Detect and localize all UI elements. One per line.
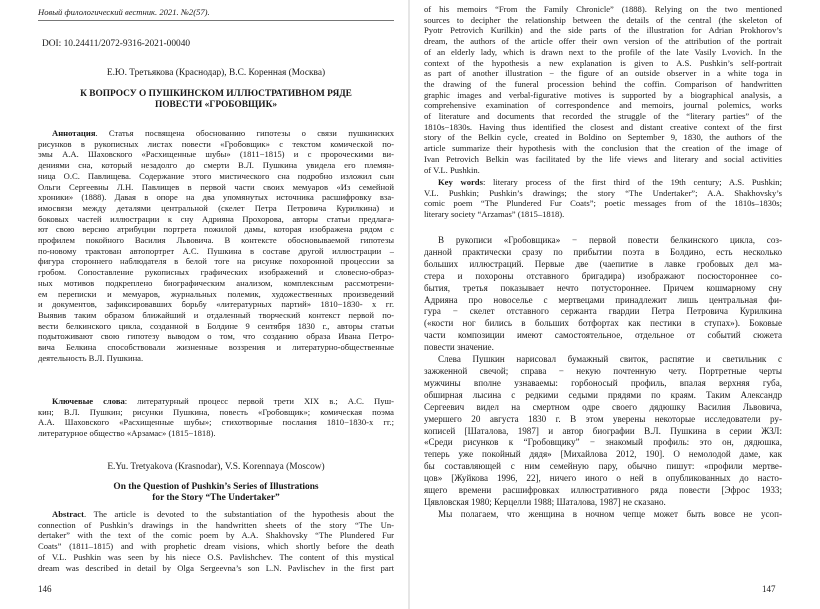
title-en xyxy=(38,482,394,504)
abstract-en-line: the drawing of the funeral procession behind the coffin. Comparison of handwritten xyxy=(424,78,782,89)
abstract-ru-line: ных мотивов подкреплено биографическим анализом, комплексным рассмотрени- xyxy=(38,277,394,288)
abstract-en-line: graphic images and verbal-figurative motives is supported by a biographical analysis, a xyxy=(424,89,782,100)
abstract-ru-line: Ольги Сергеевны Л.Н. Павлищев в первой части своих мемуаров «Из семейной xyxy=(38,181,394,192)
body-line: части композиции имеют самостоятельное, отдельное от событий сюжета xyxy=(424,330,782,341)
keywords-ru xyxy=(38,396,394,439)
keywords-ru-line: Ключевые слова: литературный процесс первой трети XIX в.; А.С. Пуш- xyxy=(52,396,394,406)
abstract-en-line: of literature and documents that recorded the struggle of the “literary parties” of the xyxy=(424,111,782,122)
abstract-ru-line: деятельность В.Л. Пушкина. xyxy=(38,352,144,363)
abstract-ru-label: Аннотация xyxy=(52,128,96,138)
abstract-ru-line: вести белкинского цикла, созданной в Болдине 9 сентября 1830 г., авторы статьи xyxy=(38,320,394,331)
abstract-ru-line: боковых частей иллюстрации к сну Адрияна Прохорова, авторы статьи предлага- xyxy=(38,213,394,224)
abstract-ru-line: по-новому трактован автопортрет А.С. Пушкина в составе другой иллюстрации – xyxy=(38,245,394,256)
abstract-en-line: of his memoirs “From the Family Chronicle” (1888). Relying on the two mentioned xyxy=(424,4,782,14)
abstract-ru-line: Аннотация. Статья посвящена обоснованию гипотезы о связи пушкинских xyxy=(52,128,394,138)
left-page xyxy=(0,0,408,609)
doi: DOI: 10.24411/2072-9316-2021-00040 xyxy=(42,39,191,49)
right-page xyxy=(410,0,820,609)
abstract-ru-line: и документов, зафиксировавших борьбу «литературных партий» 1810−1830- х гг. xyxy=(38,299,394,310)
abstract-ru-line: рисунков в рукописных листах повести «Гробовщик» с текстом комической по- xyxy=(38,138,394,149)
keywords-ru-line: А.А. Шаховского «Расхищенные шубы»; стихотворные послания 1810−1830-х гг.; xyxy=(38,417,394,428)
authors-en: E.Yu. Tretyakova (Krasnodar), V.S. Korennaya (Moscow) xyxy=(107,462,325,472)
abstract-en-line: dertaker” with the text of the comic poem by A.A. Shakhovsky “The Plundered Fur xyxy=(38,530,394,541)
abstract-ru-line: ют свою версию атрибуции портрета пожилой дамы, которая изображена рядом с xyxy=(38,224,394,235)
title-en-line: On the Question of Pushkin’s Series of Illustrations xyxy=(113,482,319,492)
keywords-en-line: comic poem “The Plundered Fur Coats”; poetic messages from of the 1810s–1830s; xyxy=(424,198,782,209)
journal-header: Новый филологический вестник. 2021. №2(57). xyxy=(38,7,210,17)
abstract-ru-line: вича Белкина способствовали жизненные воззрения и литературно-общественные xyxy=(38,342,394,353)
body-line: кописей [Шаталова, 1987] и автор биографии В.Л. Пушкина в серии ЖЗЛ: xyxy=(424,425,782,436)
body-line: («кости ног бились в больших ботфортах как пестики в ступах»). Боковые xyxy=(424,318,782,329)
page-number-left: 146 xyxy=(38,584,52,594)
body-line: Цявловская 1980; Керцелли 1988; Шаталова, 1987] не сказано. xyxy=(424,496,666,507)
body-line: ящего времени расшифровках иллюстративного ряда повести [Эфрос 1933; xyxy=(424,485,782,496)
body-line: Мы полагаем, что женщина в ночном чепце может быть вовсе не усоп- xyxy=(438,508,782,519)
abstract-en-line: Abstract. The article is devoted to the substantiation of the hypothesis about the xyxy=(52,509,394,519)
abstract-en-label: Abstract xyxy=(52,509,84,519)
keywords-en-line: Key words: literary process of the first third of the 19th century; A.S. Pushkin; xyxy=(438,177,782,187)
page-number-right: 147 xyxy=(762,584,776,594)
body-line: цов» [Жуйкова 1996, 22], ничего иного о ней в опубликованных до насто- xyxy=(424,473,782,484)
abstract-en-line: of V.L. Pushkin was seen by his niece O.S. Pavlishchev. The content of this mystical xyxy=(38,551,394,562)
body-line: обширная лысина с редкими седыми прядями по краям. Таким Александр xyxy=(424,389,782,400)
body-line: данной практически сразу по прибытии поэта в Болдино, есть несколько xyxy=(424,246,782,257)
abstract-ru-line: Выявив таким образом ближайший и отдаленный творческий контекст первой по- xyxy=(38,309,394,320)
abstract-en-line: article summarize their hypothesis with the conclusion that the creation of the image of xyxy=(424,143,782,154)
header-rule xyxy=(38,20,394,21)
abstract-en-line: of an elderly lady, which is drawn next to the profile of the late Vasily Lvovich. In the xyxy=(424,46,782,57)
body-line: Адрияна про новоселье с мертвецами принадлежит лишь центральная фи- xyxy=(424,294,782,305)
abstract-en-continued xyxy=(424,4,782,175)
body-line: бы составляющей с ним семейную пару, обычно пишут: «профили мертве- xyxy=(424,461,782,472)
abstract-ru-line: гробом. Сопоставление рукописных графических изображений и словесно-образ- xyxy=(38,267,394,278)
abstract-ru-line: дениями сна, который незадолго до смерти В.Л. Пушкина увидела его племян- xyxy=(38,160,394,171)
body-line: Слева Пушкин нарисовал бумажный свиток, распятие и светильник с xyxy=(438,354,782,365)
article-body xyxy=(424,235,782,521)
abstract-en xyxy=(38,509,394,573)
abstract-ru xyxy=(38,128,394,363)
abstract-en-line: Coats” (1811–1815) and with prophetic dream visions, which shortly before the death xyxy=(38,541,394,552)
keywords-ru-line: кин; В.Л. Пушкин; рисунки Пушкина, повесть «Гробовщик»; комическая поэма xyxy=(38,406,394,417)
body-line: стера и похороны отставного бригадира) изображают посюстороннее со- xyxy=(424,270,782,281)
keywords-ru-label: Ключевые слова xyxy=(52,396,125,406)
abstract-en-line: 1810s−1830s. Having thus identified the closest and distant creative context of the first xyxy=(424,121,782,132)
keywords-en-line: V.L. Pushkin; Pushkin’s drawings; the story “The Undertaker”; A.A. Shakhovsky’s xyxy=(424,187,782,198)
body-line: умершего 20 августа 1830 г. В этом уверены некоторые исследователи ру- xyxy=(424,413,782,424)
abstract-en-line: dream was described in detail by Olga Sergeevna’s son L.N. Pavlischev in the first part xyxy=(38,562,394,573)
abstract-ru-line: имосвязи между деталями центральной (скелет Петра Петровича Курилкина) и xyxy=(38,202,394,213)
abstract-en-line: dream, the authors of the article offer their own version of the attribution of the portrait xyxy=(424,36,782,47)
body-line: мужчины вполне узнаваемы: горбоносый профиль, впалая верхняя губа, xyxy=(424,377,782,388)
title-ru xyxy=(38,89,394,111)
abstract-en-line: connection of Pushkin’s drawings in the handwritten sheets of the story “The Un- xyxy=(38,519,394,530)
keywords-ru-line: литературное общество «Арзамас» (1815−1818). xyxy=(38,428,216,439)
title-ru-line: ПОВЕСТИ «ГРОБОВЩИК» xyxy=(154,100,278,110)
abstract-en-line: comprehensive examination of correspondence and memoirs, journal polemics, works xyxy=(424,100,782,111)
abstract-ru-line: фигура стороннего наблюдателя в белой тоге на рисунке похоронной процессии за xyxy=(38,256,394,267)
body-line: В рукописи «Гробовщика» − первой повести белкинского цикла, соз- xyxy=(438,235,782,245)
body-line: гура − скелет отставного сержанта гвардии Петра Петровича Курилкина xyxy=(424,306,782,317)
body-line: повести значение. xyxy=(424,342,494,353)
authors-ru: Е.Ю. Третьякова (Краснодар), В.С. Коренная (Москва) xyxy=(106,68,326,78)
body-line: Сергеевич видел на смертном одре своего дядюшку Василия Львовича, xyxy=(424,401,782,412)
body-line: теперь уже покойный дядя» [Михайлова 2012, 190]. О немолодой даме, как xyxy=(424,449,782,460)
body-line: «Среди рисунков к “Гробовщику” − знакомый профиль: это он, дядюшка, xyxy=(424,437,782,448)
abstract-ru-line: хроники» (1888). Давая в опоре на два упомянутых источника расшифровку взa- xyxy=(38,192,394,203)
body-line: больших иллюстраций. Первые две (чаепитие в лавке гробовых дел ма- xyxy=(424,258,782,269)
abstract-ru-line: профилем покойного Василия Львовича. В контексте обосновываемой гипотезы xyxy=(38,235,394,246)
abstract-ru-line: ница О.С. Павлищева. Содержание этого мистического сна подробно изложил сын xyxy=(38,170,394,181)
abstract-en-line: Pyotr Petrovich Kurilkin) and the side parts of the illustration for Adrian Prokhorov’s xyxy=(424,25,782,36)
keywords-en-label: Key words xyxy=(438,177,483,187)
abstract-ru-line: ем переписки и мемуаров, журнальных полемик, художественных произведений xyxy=(38,288,394,299)
keywords-en-line: literary society “Arzamas” (1815–1818). xyxy=(424,209,565,220)
title-ru-line: К ВОПРОСУ О ПУШКИНСКОМ ИЛЛЮСТРАТИВНОМ РЯДЕ xyxy=(80,89,352,99)
body-line: зажженной свечой; справа − некую почтенную чету. Портретные черты xyxy=(424,365,782,376)
abstract-en-line: context of the hypothesis a new explanation is given to A.S. Pushkin’s self-portrait xyxy=(424,57,782,68)
abstract-en-line: as part of another illustration − the figure of an outside observer in a white toga in xyxy=(424,68,782,79)
abstract-ru-line: подытоживают свою гипотезу выводом о том, что созданию образа Ивана Петро- xyxy=(38,331,394,342)
title-en-line: for the Story “The Undertaker” xyxy=(152,493,280,504)
abstract-en-line: of V.L. Pushkin. xyxy=(424,164,480,175)
abstract-en-line: sources to decipher the relationship between the details of the central (the skeleton of xyxy=(424,14,782,25)
abstract-ru-line: эмы А.А. Шаховского «Расхищенные шубы» (1811−1815) и с пророческими ви- xyxy=(38,149,394,160)
keywords-en xyxy=(424,177,782,220)
abstract-en-line: story of the Belkin cycle, created in Boldino on September 9, 1830, the authors of the xyxy=(424,132,782,143)
body-line: бытия, третья показывает нечто потустороннее. Причем кошмарному сну xyxy=(424,282,782,293)
abstract-en-line: Ivan Petrovich Belkin was facilitated by the life views and literary and social activities xyxy=(424,153,782,164)
